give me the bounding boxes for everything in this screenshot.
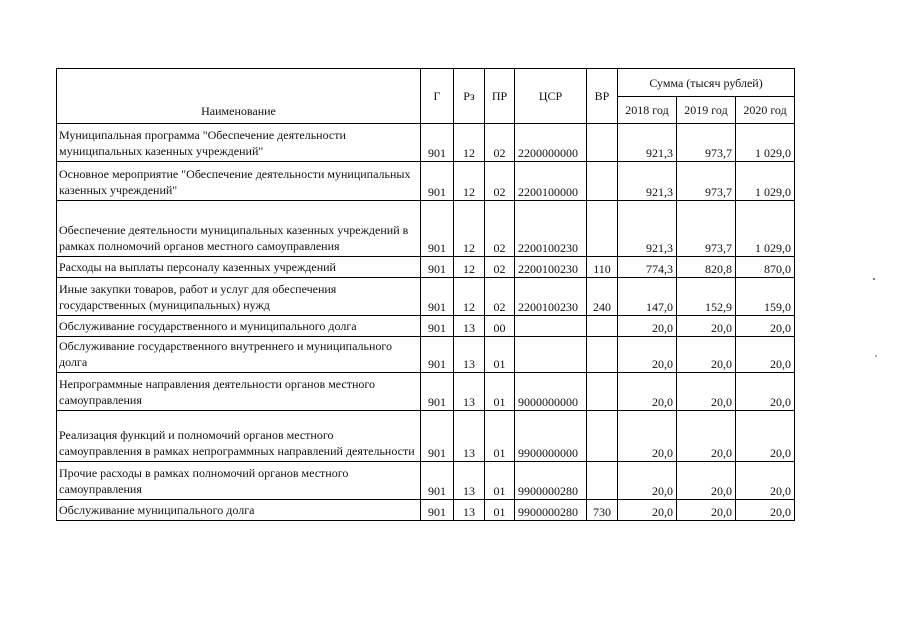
cell-rz: 12 xyxy=(454,201,485,257)
row-name: Муниципальная программа "Обеспечение деятельности муниципальных казенных учреждений" xyxy=(57,124,421,162)
cell-vr xyxy=(587,462,618,500)
table-row xyxy=(57,462,795,500)
cell-pr: 01 xyxy=(485,373,515,411)
cell-csr: 9900000280 xyxy=(515,462,587,500)
cell-2019: 20,0 xyxy=(677,316,736,337)
table-row xyxy=(57,373,795,411)
cell-g: 901 xyxy=(421,462,454,500)
table-row xyxy=(57,201,795,257)
table-row xyxy=(57,124,795,162)
cell-2018: 921,3 xyxy=(618,201,677,257)
cell-csr xyxy=(515,337,587,373)
cell-2019: 20,0 xyxy=(677,462,736,500)
cell-2020: 870,0 xyxy=(736,257,795,278)
cell-csr: 2200100230 xyxy=(515,278,587,316)
cell-g: 901 xyxy=(421,316,454,337)
cell-vr: 110 xyxy=(587,257,618,278)
cell-pr: 02 xyxy=(485,257,515,278)
table-row xyxy=(57,257,795,278)
cell-g: 901 xyxy=(421,337,454,373)
scan-speck xyxy=(875,355,877,357)
cell-2019: 820,8 xyxy=(677,257,736,278)
cell-rz: 13 xyxy=(454,337,485,373)
cell-2019: 973,7 xyxy=(677,124,736,162)
header-vr: ВР xyxy=(587,69,618,124)
row-name: Непрограммные направления деятельности органов местного самоуправления xyxy=(57,373,421,411)
cell-rz: 13 xyxy=(454,373,485,411)
header-pr: ПР xyxy=(485,69,515,124)
cell-g: 901 xyxy=(421,162,454,201)
cell-vr xyxy=(587,373,618,411)
cell-rz: 13 xyxy=(454,316,485,337)
cell-2018: 20,0 xyxy=(618,316,677,337)
table-row xyxy=(57,337,795,373)
table-row xyxy=(57,162,795,201)
cell-csr: 2200100000 xyxy=(515,162,587,201)
header-name: Наименование xyxy=(57,69,421,124)
header-2020: 2020 год xyxy=(736,97,795,124)
header-2018: 2018 год xyxy=(618,97,677,124)
cell-g: 901 xyxy=(421,373,454,411)
header-rz: Рз xyxy=(454,69,485,124)
cell-vr xyxy=(587,124,618,162)
cell-2018: 774,3 xyxy=(618,257,677,278)
cell-2020: 1 029,0 xyxy=(736,124,795,162)
header-sum-group: Сумма (тысяч рублей) xyxy=(618,69,795,97)
cell-2018: 20,0 xyxy=(618,337,677,373)
cell-2020: 20,0 xyxy=(736,462,795,500)
table-row xyxy=(57,500,795,521)
table-row xyxy=(57,278,795,316)
cell-rz: 13 xyxy=(454,411,485,462)
cell-csr: 9900000280 xyxy=(515,500,587,521)
row-name: Реализация функций и полномочий органов местного самоуправления в рамках непрограммных направлений деятельности xyxy=(57,411,421,462)
table-row xyxy=(57,411,795,462)
row-name: Обслуживание государственного и муниципального долга xyxy=(57,316,421,337)
cell-vr: 730 xyxy=(587,500,618,521)
table-body xyxy=(57,124,795,521)
cell-2018: 147,0 xyxy=(618,278,677,316)
cell-2019: 973,7 xyxy=(677,162,736,201)
cell-2019: 20,0 xyxy=(677,411,736,462)
cell-2020: 20,0 xyxy=(736,500,795,521)
row-name: Обслуживание государственного внутреннего и муниципального долга xyxy=(57,337,421,373)
cell-g: 901 xyxy=(421,257,454,278)
cell-g: 901 xyxy=(421,500,454,521)
header-g: Г xyxy=(421,69,454,124)
cell-csr: 9000000000 xyxy=(515,373,587,411)
cell-vr: 240 xyxy=(587,278,618,316)
cell-csr: 2200100230 xyxy=(515,201,587,257)
cell-g: 901 xyxy=(421,411,454,462)
cell-vr xyxy=(587,411,618,462)
row-name: Прочие расходы в рамках полномочий органов местного самоуправления xyxy=(57,462,421,500)
cell-2018: 921,3 xyxy=(618,124,677,162)
cell-2019: 20,0 xyxy=(677,337,736,373)
cell-pr: 02 xyxy=(485,201,515,257)
cell-pr: 02 xyxy=(485,278,515,316)
scan-speck xyxy=(873,278,875,280)
row-name: Основное мероприятие "Обеспечение деятельности муниципальных казенных учреждений" xyxy=(57,162,421,201)
cell-rz: 12 xyxy=(454,278,485,316)
row-name: Обслуживание муниципального долга xyxy=(57,500,421,521)
cell-pr: 01 xyxy=(485,500,515,521)
cell-rz: 12 xyxy=(454,257,485,278)
cell-vr xyxy=(587,201,618,257)
cell-g: 901 xyxy=(421,201,454,257)
cell-g: 901 xyxy=(421,278,454,316)
table-row xyxy=(57,316,795,337)
cell-vr xyxy=(587,162,618,201)
cell-csr: 2200000000 xyxy=(515,124,587,162)
cell-pr: 01 xyxy=(485,462,515,500)
cell-rz: 12 xyxy=(454,124,485,162)
cell-2018: 921,3 xyxy=(618,162,677,201)
cell-2020: 20,0 xyxy=(736,411,795,462)
cell-2020: 1 029,0 xyxy=(736,201,795,257)
cell-pr: 02 xyxy=(485,124,515,162)
header-2019: 2019 год xyxy=(677,97,736,124)
cell-vr xyxy=(587,337,618,373)
header-csr: ЦСР xyxy=(515,69,587,124)
cell-csr: 2200100230 xyxy=(515,257,587,278)
cell-csr: 9900000000 xyxy=(515,411,587,462)
cell-2019: 20,0 xyxy=(677,373,736,411)
cell-pr: 00 xyxy=(485,316,515,337)
cell-rz: 12 xyxy=(454,162,485,201)
cell-pr: 01 xyxy=(485,337,515,373)
cell-pr: 01 xyxy=(485,411,515,462)
cell-rz: 13 xyxy=(454,462,485,500)
cell-g: 901 xyxy=(421,124,454,162)
cell-2018: 20,0 xyxy=(618,462,677,500)
cell-rz: 13 xyxy=(454,500,485,521)
cell-csr xyxy=(515,316,587,337)
cell-2020: 1 029,0 xyxy=(736,162,795,201)
cell-2019: 973,7 xyxy=(677,201,736,257)
cell-vr xyxy=(587,316,618,337)
cell-2019: 152,9 xyxy=(677,278,736,316)
table-header xyxy=(57,69,795,124)
cell-2020: 20,0 xyxy=(736,316,795,337)
cell-2019: 20,0 xyxy=(677,500,736,521)
cell-2020: 20,0 xyxy=(736,337,795,373)
row-name: Обеспечение деятельности муниципальных казенных учреждений в рамках полномочий органов местного самоуправления xyxy=(57,201,421,257)
cell-2020: 20,0 xyxy=(736,373,795,411)
row-name: Расходы на выплаты персоналу казенных учреждений xyxy=(57,257,421,278)
cell-2018: 20,0 xyxy=(618,373,677,411)
cell-2018: 20,0 xyxy=(618,411,677,462)
cell-2020: 159,0 xyxy=(736,278,795,316)
row-name: Иные закупки товаров, работ и услуг для обеспечения государственных (муниципальных) нужд xyxy=(57,278,421,316)
cell-2018: 20,0 xyxy=(618,500,677,521)
cell-pr: 02 xyxy=(485,162,515,201)
budget-table xyxy=(56,68,795,521)
